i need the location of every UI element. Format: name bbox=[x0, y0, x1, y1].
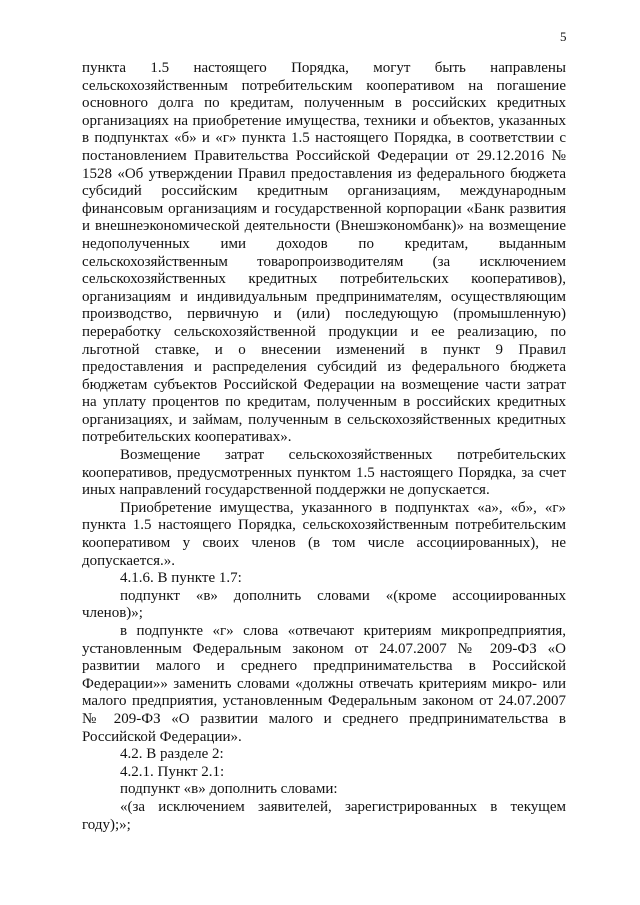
paragraph-quote: «(за исключением заявителей, зарегистрированных в текущем году);»; bbox=[82, 798, 566, 833]
paragraph-subitem-g: в подпункте «г» слова «отвечают критериям микропредприятия, установленным Федеральным законом от 24.07.2007 № 209-ФЗ «О развитии малого и среднего предпринимательства в Российской Федерации»» заменить словами «должны отвечать критериям микро- или малого предприятия, установленным Федеральным законом от 24.07.2007 № 209-ФЗ «О развитии малого и среднего предпринимательства в Российской Федерации». bbox=[82, 623, 566, 745]
paragraph-item-4-1-6: 4.1.6. В пункте 1.7: bbox=[120, 570, 242, 587]
paragraph-reimbursement: Возмещение затрат сельскохозяйственных потребительских кооперативов, предусмотренных пунктом 1.5 настоящего Порядка, за счет иных направлений государственной поддержки не допускается. bbox=[82, 447, 566, 499]
page-number: 5 bbox=[560, 29, 567, 44]
document-body bbox=[82, 60, 566, 834]
paragraph-continuation: пункта 1.5 настоящего Порядка, могут быть направлены сельскохозяйственным потребительским кооперативом на погашение основного долга по кредитам, полученным в российских кредитных организациях на приобретение имущества, техники и объектов, указанных в подпунктах «б» и «г» пункта 1.5 настоящего Порядка, в соответствии с постановлением Правительства Российской Федерации от 29.12.2016 № 1528 «Об утверждении Правил предоставления из федерального бюджета субсидий российским кредитным организациям, международным финансовым организациям и государственной корпорации «Банк развития и внешнеэкономической деятельности (Внешэкономбанк)» на возмещение недополученных ими доходов по кредитам, выданным сельскохозяйственным товаропроизводителям (за исключением сельскохозяйственных кредитных потребительских кооперативов), организациям и индивидуальным предпринимателям, осуществляющим производство, первичную и (или) последующую (промышленную) переработку сельскохозяйственной продукции и ее реализацию, по льготной ставке, и о внесении изменений в пункт 9 Правил предоставления и распределения субсидий из федерального бюджета бюджетам субъектов Российской Федерации на возмещение части затрат на уплату процентов по кредитам, полученным в российских кредитных организациях, и займам, полученным в сельскохозяйственных кредитных потребительских кооперативах». bbox=[82, 60, 566, 446]
paragraph-item-4-2: 4.2. В разделе 2: bbox=[120, 746, 224, 763]
paragraph-subitem-v: подпункт «в» дополнить словами «(кроме ассоциированных членов)»; bbox=[82, 587, 566, 622]
paragraph-item-4-2-1: 4.2.1. Пункт 2.1: bbox=[120, 763, 225, 780]
paragraph-subitem-v-add: подпункт «в» дополнить словами: bbox=[120, 781, 338, 798]
paragraph-acquisition: Приобретение имущества, указанного в подпунктах «а», «б», «г» пункта 1.5 настоящего Порядка, сельскохозяйственным потребительским кооперативом у своих членов (в том числе ассоциированных), не допускается.». bbox=[82, 499, 566, 569]
